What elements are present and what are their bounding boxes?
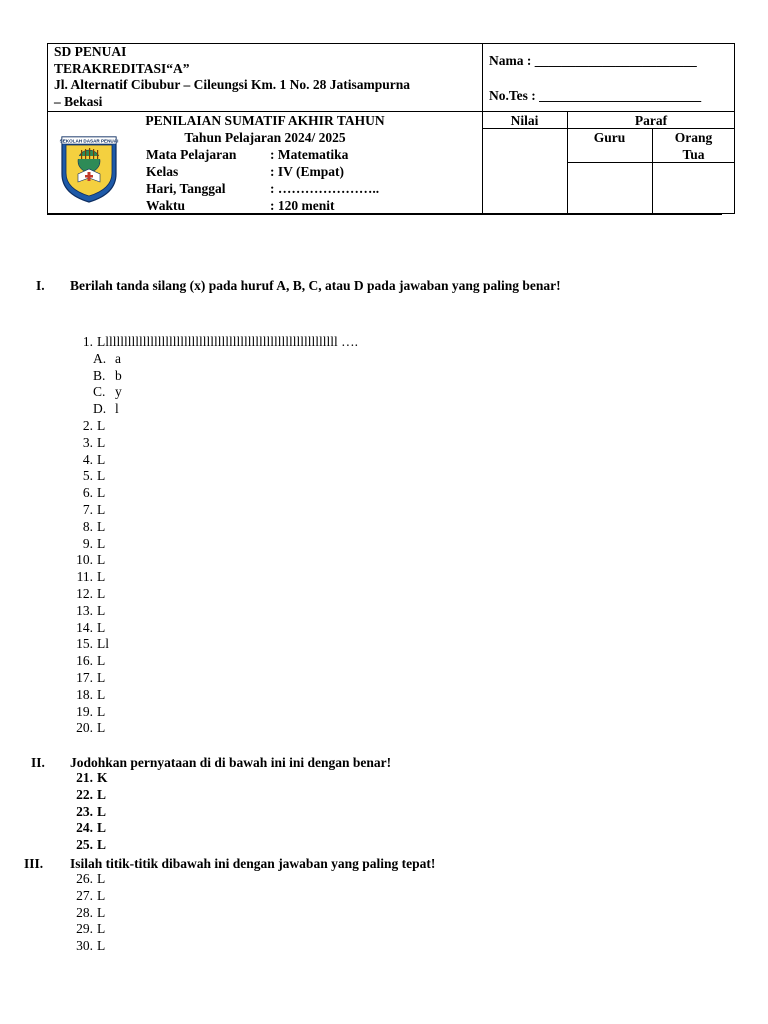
question-text: L xyxy=(97,820,107,836)
question-number: 15. xyxy=(76,636,93,652)
question-item xyxy=(70,921,105,938)
school-accreditation: TERAKREDITASI“A” xyxy=(54,60,190,76)
question-number: 19. xyxy=(76,703,93,719)
option-letter: C. xyxy=(93,384,106,400)
question-text: Ll xyxy=(97,636,109,652)
question-item xyxy=(70,603,105,620)
section-1-roman: I. xyxy=(36,278,45,293)
question-item xyxy=(70,636,109,653)
answer-option[interactable] xyxy=(93,384,122,401)
info-value: : 120 menit xyxy=(270,198,335,213)
logo-text: SEKOLAH DASAR PENUAI xyxy=(59,138,119,144)
question-text: L xyxy=(97,871,106,886)
question-text: L xyxy=(97,938,106,954)
question-text: L xyxy=(97,552,106,568)
option-letter: B. xyxy=(93,367,106,383)
question-item xyxy=(70,905,105,922)
guru-label: Guru xyxy=(593,130,626,145)
answer-option[interactable] xyxy=(93,351,121,368)
question-item xyxy=(70,770,108,787)
question-text: L xyxy=(97,502,106,517)
exam-title-block xyxy=(110,112,420,146)
info-value: : IV (Empat) xyxy=(270,164,344,179)
question-item xyxy=(70,704,105,721)
question-item xyxy=(70,519,105,536)
exam-year: Tahun Pelajaran 2024/ 2025 xyxy=(184,130,346,145)
paraf-guru-cell[interactable] xyxy=(568,163,652,214)
paraf-label: Paraf xyxy=(634,113,668,128)
nilai-cell[interactable] xyxy=(483,129,567,214)
question-text: L xyxy=(97,904,106,920)
question-number: 5. xyxy=(82,468,93,484)
question-item xyxy=(70,435,105,452)
question-number: 14. xyxy=(76,619,93,635)
question-number: 22. xyxy=(76,786,93,802)
question-number: 8. xyxy=(82,518,93,534)
question-text: L xyxy=(97,535,106,551)
info-row-kelas xyxy=(146,163,344,180)
school-info xyxy=(54,44,474,110)
nama-field[interactable]: Nama : ________________________ xyxy=(489,53,697,68)
question-text: L xyxy=(97,887,106,903)
question-text: L xyxy=(97,586,106,601)
question-number: 23. xyxy=(76,803,93,819)
question-item xyxy=(70,552,105,569)
question-text: L xyxy=(97,518,106,534)
question-number: 16. xyxy=(76,653,93,669)
question-number: 20. xyxy=(76,720,93,736)
question-number: 4. xyxy=(82,451,93,467)
option-letter: D. xyxy=(93,401,107,417)
section-3-roman: III. xyxy=(24,856,44,871)
question-item xyxy=(70,334,358,351)
question-text: L xyxy=(97,803,107,819)
orang-label: Orang xyxy=(674,130,713,145)
question-number: 7. xyxy=(82,502,93,517)
tua-label: Tua xyxy=(682,147,705,162)
option-text: a xyxy=(115,350,121,366)
question-item xyxy=(70,687,105,704)
question-text: L xyxy=(97,837,107,853)
option-letter: A. xyxy=(93,350,107,366)
question-number: 9. xyxy=(82,535,93,551)
question-number: 12. xyxy=(76,586,93,601)
question-number: 13. xyxy=(76,602,93,618)
question-number: 29. xyxy=(76,921,93,937)
info-label: Kelas xyxy=(146,164,179,179)
question-text: L xyxy=(97,569,106,585)
question-item xyxy=(70,871,105,888)
paraf-orangtua-cell[interactable] xyxy=(653,163,735,214)
question-text: L xyxy=(97,485,106,501)
info-value: : ………………….. xyxy=(270,181,380,196)
question-item xyxy=(70,787,106,804)
question-number: 3. xyxy=(82,434,93,450)
question-item xyxy=(70,820,106,837)
info-label: Mata Pelajaran xyxy=(146,147,237,162)
info-row-waktu xyxy=(146,197,335,214)
question-number: 30. xyxy=(76,938,93,954)
info-row-mata-pelajaran xyxy=(146,146,348,163)
option-text: l xyxy=(115,401,119,417)
question-number: 17. xyxy=(76,670,93,685)
nilai-label: Nilai xyxy=(510,113,539,128)
section-1-instruction: Berilah tanda silang (x) pada huruf A, B, C, atau D pada jawaban yang paling benar! xyxy=(70,278,561,293)
question-item xyxy=(70,502,105,519)
header-bottom-line xyxy=(47,214,722,215)
question-text: L xyxy=(97,602,106,618)
option-text: y xyxy=(115,384,122,400)
question-number: 27. xyxy=(76,887,93,903)
question-text: L xyxy=(97,703,106,719)
school-name: SD PENUAI xyxy=(54,44,127,59)
question-item xyxy=(70,938,105,955)
question-text: L xyxy=(97,418,106,433)
question-item xyxy=(70,485,105,502)
question-item xyxy=(70,837,106,854)
question-item xyxy=(70,620,105,637)
answer-option[interactable] xyxy=(93,368,122,385)
question-number: 21. xyxy=(76,770,93,785)
orangtua-label xyxy=(652,129,735,163)
question-item xyxy=(70,804,106,821)
option-text: b xyxy=(115,367,122,383)
question-text: L xyxy=(97,720,106,736)
question-number: 10. xyxy=(76,552,93,568)
question-text: L xyxy=(97,468,106,484)
info-label: Hari, Tanggal xyxy=(146,181,226,196)
school-address-line1: Jl. Alternatif Cibubur – Cileungsi Km. 1 No. 28 Jatisampurna xyxy=(54,77,411,92)
question-item xyxy=(70,888,105,905)
question-text: L xyxy=(97,653,106,669)
question-number: 2. xyxy=(82,418,93,433)
question-item xyxy=(70,468,105,485)
question-item xyxy=(70,418,105,435)
question-number: 6. xyxy=(82,485,93,501)
exam-title: PENILAIAN SUMATIF AKHIR TAHUN xyxy=(145,113,385,128)
info-row-hari-tanggal xyxy=(146,180,379,197)
section-3-instruction: Isilah titik-titik dibawah ini dengan jawaban yang paling tepat! xyxy=(70,856,436,871)
question-number: 1. xyxy=(82,334,93,349)
question-text: L xyxy=(97,434,106,450)
question-text: L xyxy=(97,921,106,937)
section-2-instruction: Jodohkan pernyataan di di bawah ini ini dengan benar! xyxy=(70,755,392,770)
question-number: 18. xyxy=(76,686,93,702)
question-item xyxy=(70,670,105,687)
question-number: 28. xyxy=(76,904,93,920)
question-text: L xyxy=(97,686,106,702)
question-text: K xyxy=(97,770,108,785)
question-number: 24. xyxy=(76,820,93,836)
question-text: L xyxy=(97,786,107,802)
question-text: L xyxy=(97,619,106,635)
notes-field[interactable]: No.Tes : ________________________ xyxy=(489,88,702,103)
answer-option[interactable] xyxy=(93,401,119,418)
question-number: 11. xyxy=(76,569,93,585)
question-text: L xyxy=(97,451,106,467)
school-address-line2: – Bekasi xyxy=(54,93,103,109)
question-text: Lllllllllllllllllllllllllllllllllllllllllllllllllllllllllllllll …. xyxy=(97,334,359,349)
info-label: Waktu xyxy=(146,198,186,213)
info-value: : Matematika xyxy=(270,147,349,162)
question-item xyxy=(70,720,105,737)
question-item xyxy=(70,452,105,469)
question-item xyxy=(70,569,105,586)
question-item xyxy=(70,653,105,670)
question-text: L xyxy=(97,670,106,685)
question-number: 26. xyxy=(76,871,93,886)
question-item xyxy=(70,536,105,553)
section-2-roman: II. xyxy=(31,755,45,770)
question-item xyxy=(70,586,105,603)
question-number: 25. xyxy=(76,837,93,853)
